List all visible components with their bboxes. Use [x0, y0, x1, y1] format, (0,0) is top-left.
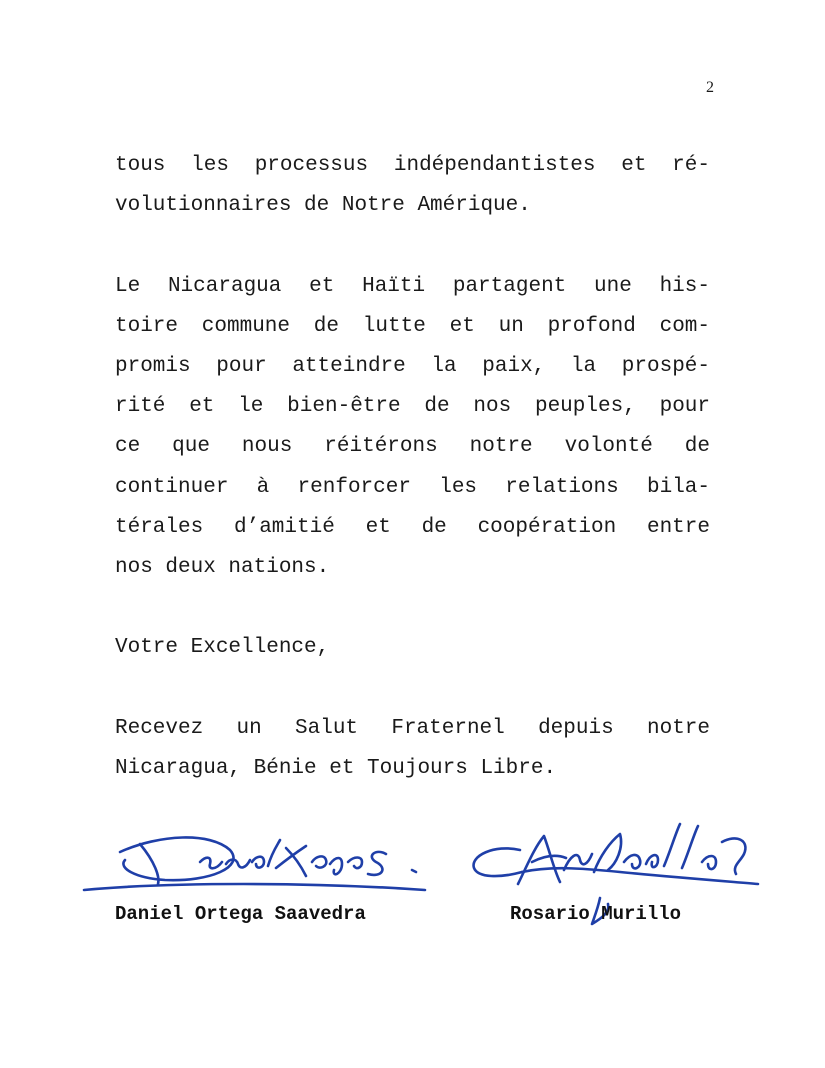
- text-line: rité et le bien-être de nos peuples, pour: [115, 395, 710, 419]
- page-number: 2: [706, 79, 714, 96]
- signer-name-murillo: Rosario Murillo: [510, 903, 682, 925]
- text-line: promis pour atteindre la paix, la prospé-: [115, 354, 710, 378]
- text-line: térales d’amitié et de coopération entre: [115, 515, 710, 539]
- salutation: [115, 628, 710, 668]
- text-line: Recevez un Salut Fraternel depuis notre: [115, 716, 710, 740]
- text-line: tous les processus indépendantistes et ré-: [115, 154, 710, 177]
- closing-paragraph: [115, 709, 710, 789]
- handwritten-signature-ortega: [80, 812, 440, 912]
- text-line: Nicaragua, Bénie et Toujours Libre.: [115, 756, 557, 780]
- text-line: toire commune de lutte et un profond com-: [115, 314, 710, 338]
- text-line: nos deux nations.: [115, 555, 330, 579]
- text-line: continuer à renforcer les relations bila-: [115, 475, 710, 499]
- paragraph-continuation: [115, 146, 710, 226]
- signature-right: [460, 812, 770, 932]
- text-line: Votre Excellence,: [115, 636, 330, 660]
- text-line: ce que nous réitérons notre volonté de: [115, 435, 710, 459]
- letter-body: [115, 146, 710, 829]
- text-line: volutionnaires de Notre Amérique.: [115, 194, 531, 218]
- text-line: Le Nicaragua et Haïti partagent une his-: [115, 274, 710, 298]
- paragraph-relations: [115, 267, 710, 589]
- signature-left: [80, 812, 440, 932]
- signer-name-ortega: Daniel Ortega Saavedra: [115, 903, 366, 925]
